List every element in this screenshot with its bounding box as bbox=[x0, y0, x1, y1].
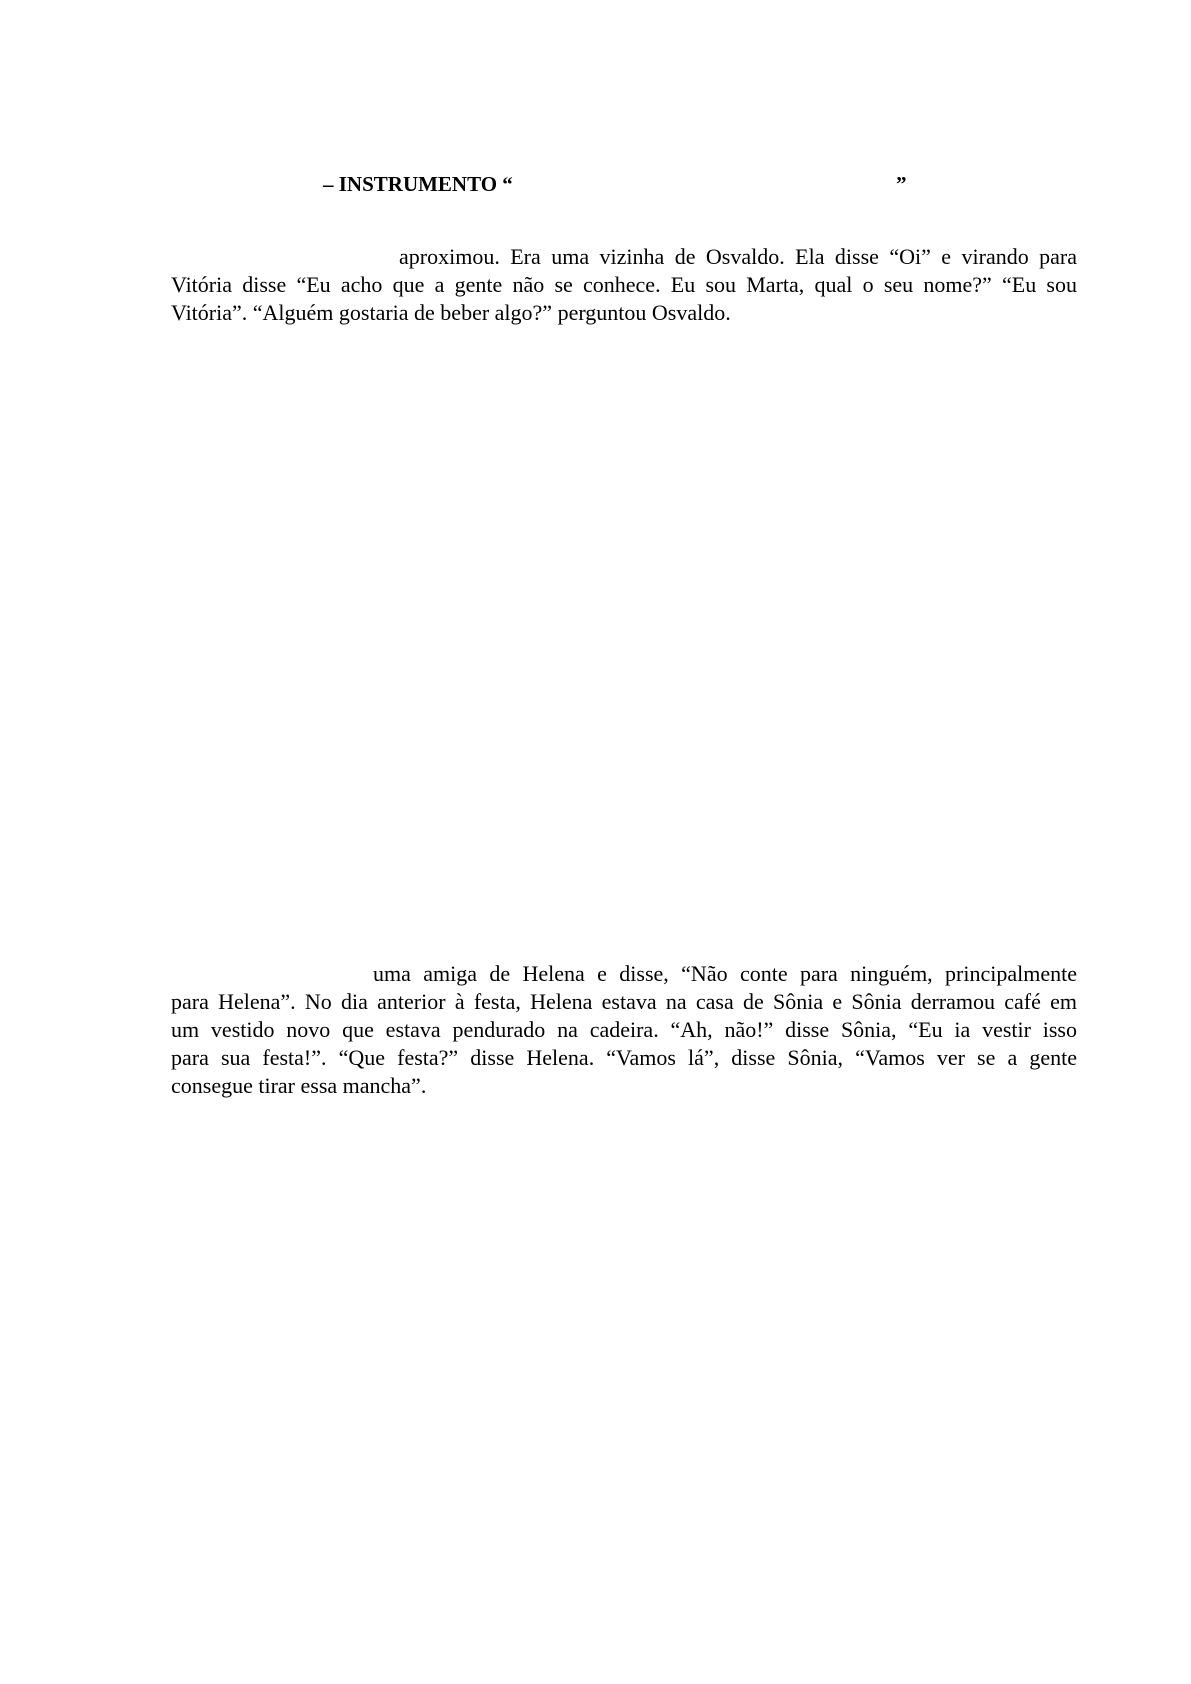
heading-closing-quote: ” bbox=[896, 172, 907, 196]
paragraph-line: para sua festa!”. “Que festa?” disse Helena. “Vamos lá”, disse Sônia, “Vamos ver se a gente bbox=[171, 1045, 1077, 1070]
paragraph-1 bbox=[171, 243, 1077, 327]
paragraph-line: aproximou. Era uma vizinha de Osvaldo. Ela disse “Oi” e virando para bbox=[399, 244, 1077, 269]
heading-text: – INSTRUMENTO “ bbox=[323, 172, 513, 196]
paragraph-line: um vestido novo que estava pendurado na cadeira. “Ah, não!” disse Sônia, “Eu ia vestir isso bbox=[171, 1017, 1077, 1042]
paragraph-line: uma amiga de Helena e disse, “Não conte para ninguém, principalmente bbox=[373, 961, 1077, 986]
paragraph-line: Vitória”. “Alguém gostaria de beber algo?” perguntou Osvaldo. bbox=[171, 300, 731, 325]
paragraph-line: consegue tirar essa mancha”. bbox=[171, 1073, 427, 1098]
paragraph-line: Vitória disse “Eu acho que a gente não se conhece. Eu sou Marta, qual o seu nome?” “Eu sou bbox=[171, 272, 1077, 297]
section-heading bbox=[0, 172, 1191, 202]
paragraph-line: para Helena”. No dia anterior à festa, Helena estava na casa de Sônia e Sônia derramou café em bbox=[171, 989, 1077, 1014]
paragraph-2 bbox=[171, 960, 1077, 1100]
